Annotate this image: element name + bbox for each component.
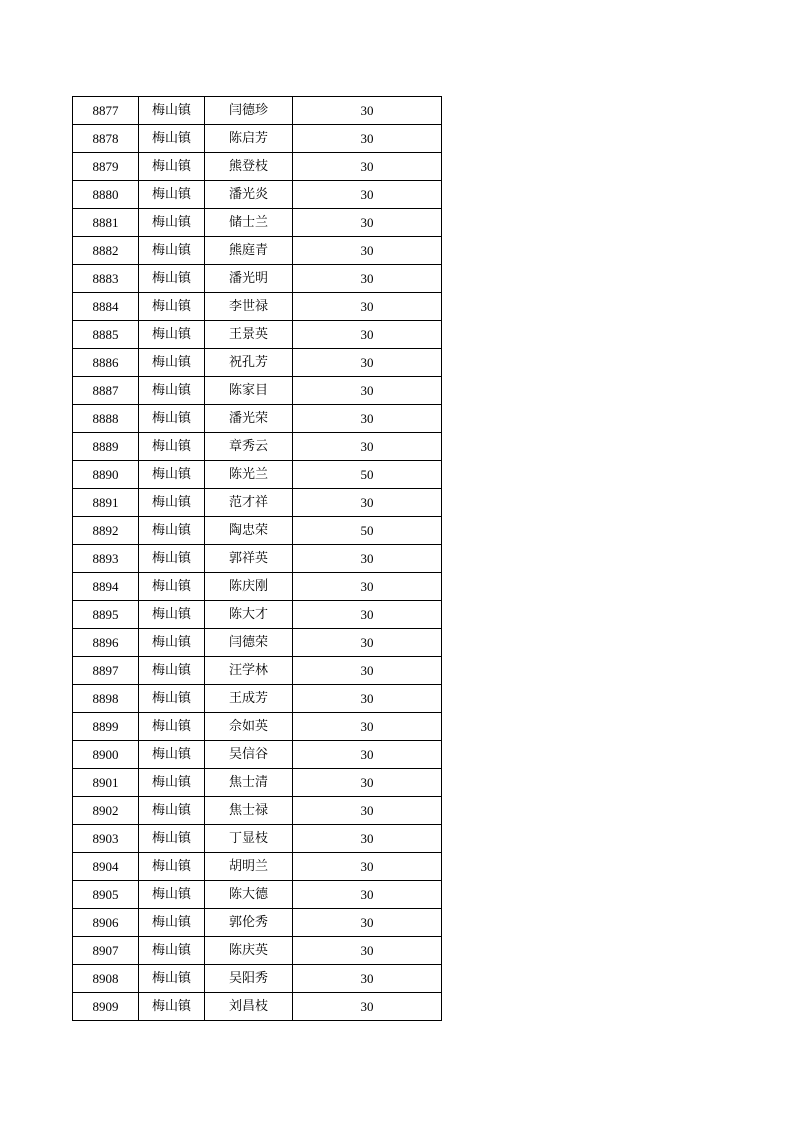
cell-name: 陶忠荣: [205, 517, 293, 545]
cell-name: 闫德荣: [205, 629, 293, 657]
cell-name: 佘如英: [205, 713, 293, 741]
data-table: [72, 96, 442, 1021]
cell-amount: 30: [293, 181, 442, 209]
cell-amount: 30: [293, 377, 442, 405]
cell-name: 熊登枝: [205, 153, 293, 181]
cell-id: 8904: [73, 853, 139, 881]
cell-amount: 30: [293, 853, 442, 881]
cell-name: 潘光明: [205, 265, 293, 293]
cell-amount: 30: [293, 825, 442, 853]
cell-town: 梅山镇: [139, 909, 205, 937]
cell-id: 8898: [73, 685, 139, 713]
cell-name: 郭伦秀: [205, 909, 293, 937]
table-row: [73, 993, 442, 1021]
cell-amount: 30: [293, 545, 442, 573]
cell-amount: 30: [293, 629, 442, 657]
table-row: [73, 517, 442, 545]
cell-name: 王景英: [205, 321, 293, 349]
cell-town: 梅山镇: [139, 405, 205, 433]
cell-id: 8893: [73, 545, 139, 573]
cell-id: 8902: [73, 797, 139, 825]
cell-name: 陈家目: [205, 377, 293, 405]
cell-amount: 50: [293, 461, 442, 489]
cell-id: 8881: [73, 209, 139, 237]
cell-id: 8892: [73, 517, 139, 545]
cell-id: 8891: [73, 489, 139, 517]
cell-town: 梅山镇: [139, 601, 205, 629]
cell-amount: 30: [293, 769, 442, 797]
cell-town: 梅山镇: [139, 769, 205, 797]
cell-town: 梅山镇: [139, 573, 205, 601]
cell-name: 王成芳: [205, 685, 293, 713]
cell-name: 焦士禄: [205, 797, 293, 825]
table-row: [73, 657, 442, 685]
table-row: [73, 181, 442, 209]
cell-name: 陈庆英: [205, 937, 293, 965]
cell-id: 8887: [73, 377, 139, 405]
cell-town: 梅山镇: [139, 881, 205, 909]
cell-amount: 30: [293, 237, 442, 265]
cell-town: 梅山镇: [139, 965, 205, 993]
cell-id: 8888: [73, 405, 139, 433]
cell-amount: 30: [293, 741, 442, 769]
cell-amount: 30: [293, 349, 442, 377]
cell-name: 储士兰: [205, 209, 293, 237]
cell-town: 梅山镇: [139, 461, 205, 489]
cell-town: 梅山镇: [139, 321, 205, 349]
cell-amount: 30: [293, 657, 442, 685]
cell-town: 梅山镇: [139, 97, 205, 125]
cell-id: 8880: [73, 181, 139, 209]
cell-id: 8882: [73, 237, 139, 265]
cell-amount: 30: [293, 909, 442, 937]
cell-town: 梅山镇: [139, 741, 205, 769]
cell-town: 梅山镇: [139, 545, 205, 573]
cell-amount: 30: [293, 937, 442, 965]
cell-id: 8907: [73, 937, 139, 965]
cell-amount: 30: [293, 573, 442, 601]
cell-id: 8878: [73, 125, 139, 153]
cell-name: 潘光炎: [205, 181, 293, 209]
cell-town: 梅山镇: [139, 797, 205, 825]
cell-id: 8894: [73, 573, 139, 601]
cell-town: 梅山镇: [139, 349, 205, 377]
cell-id: 8899: [73, 713, 139, 741]
cell-name: 胡明兰: [205, 853, 293, 881]
cell-name: 刘昌枝: [205, 993, 293, 1021]
cell-name: 丁显枝: [205, 825, 293, 853]
cell-id: 8901: [73, 769, 139, 797]
table-row: [73, 685, 442, 713]
cell-amount: 30: [293, 153, 442, 181]
cell-name: 陈大才: [205, 601, 293, 629]
table-row: [73, 433, 442, 461]
cell-amount: 30: [293, 97, 442, 125]
cell-name: 陈光兰: [205, 461, 293, 489]
cell-town: 梅山镇: [139, 125, 205, 153]
table-row: [73, 237, 442, 265]
table-row: [73, 265, 442, 293]
table-row: [73, 629, 442, 657]
cell-id: 8885: [73, 321, 139, 349]
table-row: [73, 349, 442, 377]
cell-town: 梅山镇: [139, 993, 205, 1021]
table-row: [73, 461, 442, 489]
cell-amount: 30: [293, 797, 442, 825]
cell-amount: 30: [293, 489, 442, 517]
cell-amount: 30: [293, 993, 442, 1021]
cell-id: 8900: [73, 741, 139, 769]
table-row: [73, 853, 442, 881]
table-row: [73, 937, 442, 965]
table-body: [73, 97, 442, 1021]
cell-town: 梅山镇: [139, 517, 205, 545]
table-row: [73, 489, 442, 517]
cell-id: 8877: [73, 97, 139, 125]
cell-name: 陈庆刚: [205, 573, 293, 601]
cell-name: 吴信谷: [205, 741, 293, 769]
cell-id: 8895: [73, 601, 139, 629]
cell-amount: 30: [293, 293, 442, 321]
table-row: [73, 125, 442, 153]
cell-amount: 30: [293, 209, 442, 237]
cell-amount: 30: [293, 405, 442, 433]
cell-town: 梅山镇: [139, 713, 205, 741]
cell-town: 梅山镇: [139, 265, 205, 293]
cell-name: 祝孔芳: [205, 349, 293, 377]
cell-name: 熊庭青: [205, 237, 293, 265]
cell-town: 梅山镇: [139, 433, 205, 461]
table-row: [73, 153, 442, 181]
cell-town: 梅山镇: [139, 685, 205, 713]
cell-town: 梅山镇: [139, 937, 205, 965]
cell-name: 李世禄: [205, 293, 293, 321]
cell-name: 章秀云: [205, 433, 293, 461]
cell-town: 梅山镇: [139, 629, 205, 657]
cell-name: 郭祥英: [205, 545, 293, 573]
table-row: [73, 545, 442, 573]
cell-town: 梅山镇: [139, 377, 205, 405]
cell-name: 吴阳秀: [205, 965, 293, 993]
cell-town: 梅山镇: [139, 153, 205, 181]
cell-id: 8883: [73, 265, 139, 293]
cell-id: 8908: [73, 965, 139, 993]
cell-name: 陈启芳: [205, 125, 293, 153]
cell-town: 梅山镇: [139, 853, 205, 881]
table-row: [73, 209, 442, 237]
table-row: [73, 965, 442, 993]
cell-amount: 30: [293, 685, 442, 713]
table-row: [73, 713, 442, 741]
cell-id: 8897: [73, 657, 139, 685]
cell-amount: 30: [293, 265, 442, 293]
cell-name: 闫德珍: [205, 97, 293, 125]
cell-town: 梅山镇: [139, 489, 205, 517]
cell-amount: 30: [293, 321, 442, 349]
cell-town: 梅山镇: [139, 237, 205, 265]
table-row: [73, 825, 442, 853]
cell-id: 8886: [73, 349, 139, 377]
cell-id: 8909: [73, 993, 139, 1021]
cell-amount: 30: [293, 965, 442, 993]
cell-town: 梅山镇: [139, 209, 205, 237]
cell-amount: 30: [293, 713, 442, 741]
table-row: [73, 377, 442, 405]
table-row: [73, 405, 442, 433]
cell-name: 范才祥: [205, 489, 293, 517]
table-row: [73, 769, 442, 797]
table-row: [73, 881, 442, 909]
cell-amount: 30: [293, 881, 442, 909]
cell-amount: 30: [293, 125, 442, 153]
cell-town: 梅山镇: [139, 181, 205, 209]
cell-name: 焦士清: [205, 769, 293, 797]
cell-id: 8879: [73, 153, 139, 181]
cell-id: 8896: [73, 629, 139, 657]
cell-amount: 50: [293, 517, 442, 545]
table-row: [73, 321, 442, 349]
cell-town: 梅山镇: [139, 825, 205, 853]
cell-id: 8890: [73, 461, 139, 489]
table-row: [73, 97, 442, 125]
table-row: [73, 293, 442, 321]
cell-town: 梅山镇: [139, 657, 205, 685]
table-row: [73, 573, 442, 601]
cell-id: 8903: [73, 825, 139, 853]
table-row: [73, 797, 442, 825]
table-row: [73, 601, 442, 629]
cell-amount: 30: [293, 433, 442, 461]
cell-name: 陈大德: [205, 881, 293, 909]
cell-id: 8884: [73, 293, 139, 321]
table-row: [73, 909, 442, 937]
cell-id: 8906: [73, 909, 139, 937]
cell-amount: 30: [293, 601, 442, 629]
cell-name: 汪学林: [205, 657, 293, 685]
cell-town: 梅山镇: [139, 293, 205, 321]
cell-id: 8889: [73, 433, 139, 461]
cell-name: 潘光荣: [205, 405, 293, 433]
cell-id: 8905: [73, 881, 139, 909]
table-row: [73, 741, 442, 769]
